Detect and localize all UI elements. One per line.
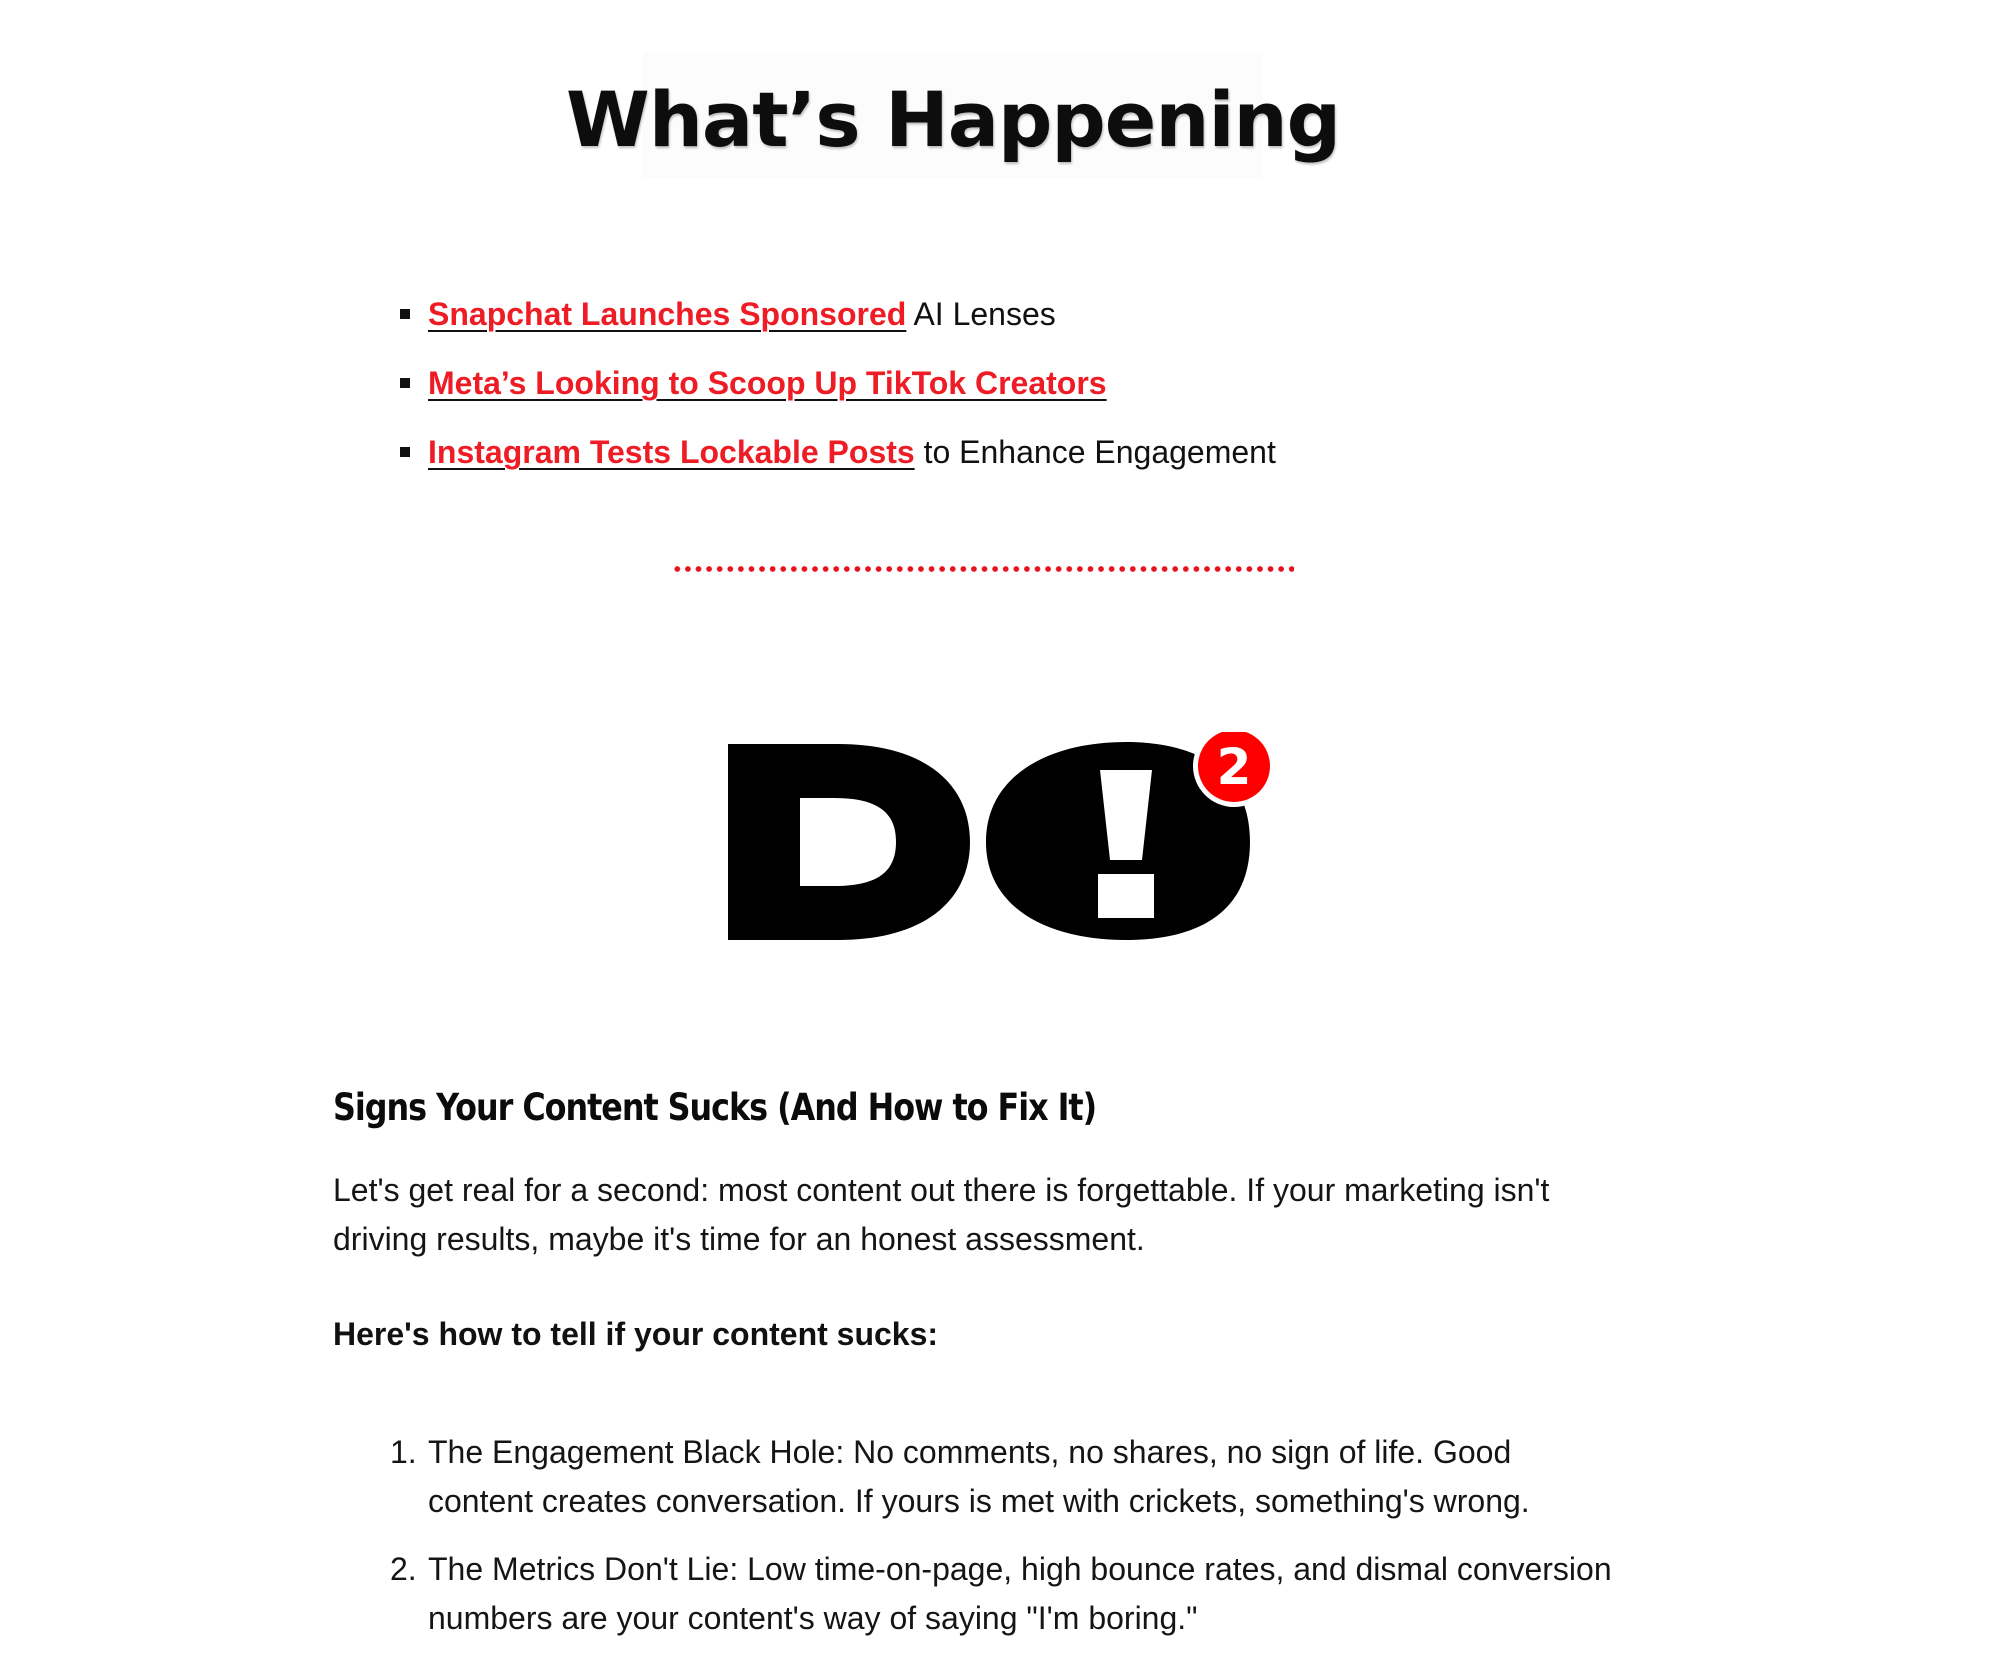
article-intro: Let's get real for a second: most content out there is forgettable. If your marketing isn't driving results, maybe it's time for an honest assessment. [333, 1172, 1550, 1257]
bullet-icon [400, 378, 410, 388]
header-banner [565, 52, 1341, 178]
article-heading: Signs Your Content Sucks (And How to Fix It) [333, 1086, 1097, 1129]
badge-count: 2 [1216, 738, 1252, 796]
list-item [384, 1428, 1624, 1526]
headline-item [400, 430, 1276, 474]
logo-letter-d [728, 744, 970, 940]
do-logo [720, 732, 1284, 940]
bullet-icon [400, 309, 410, 319]
headline-link-instagram[interactable]: Instagram Tests Lockable Posts [428, 434, 915, 470]
list-number: 1. [390, 1434, 417, 1470]
headline-list [400, 292, 1276, 499]
list-number: 2. [390, 1551, 417, 1587]
list-item-text: The Engagement Black Hole: No comments, no shares, no sign of life. Good content creates conversation. If yours is met with crickets, something's wrong. [428, 1434, 1530, 1519]
headline-link-snapchat[interactable]: Snapchat Launches Sponsored [428, 296, 907, 332]
section-title: What’s Happening [565, 74, 1341, 164]
article-subheading: Here's how to tell if your content sucks: [333, 1316, 939, 1352]
headline-text: to Enhance Engagement [914, 434, 1276, 470]
headline-item [400, 361, 1276, 405]
headline-link-meta[interactable]: Meta’s Looking to Scoop Up TikTok Creators [428, 365, 1107, 401]
signs-list [384, 1428, 1624, 1662]
list-item [384, 1545, 1624, 1643]
bullet-icon [400, 447, 410, 457]
dotted-divider [672, 566, 1294, 572]
headline-item [400, 292, 1276, 336]
list-item-text: The Metrics Don't Lie: Low time-on-page, high bounce rates, and dismal conversion numbers are your content's way of saying "I'm boring." [428, 1551, 1612, 1636]
headline-text: AI Lenses [906, 296, 1056, 332]
